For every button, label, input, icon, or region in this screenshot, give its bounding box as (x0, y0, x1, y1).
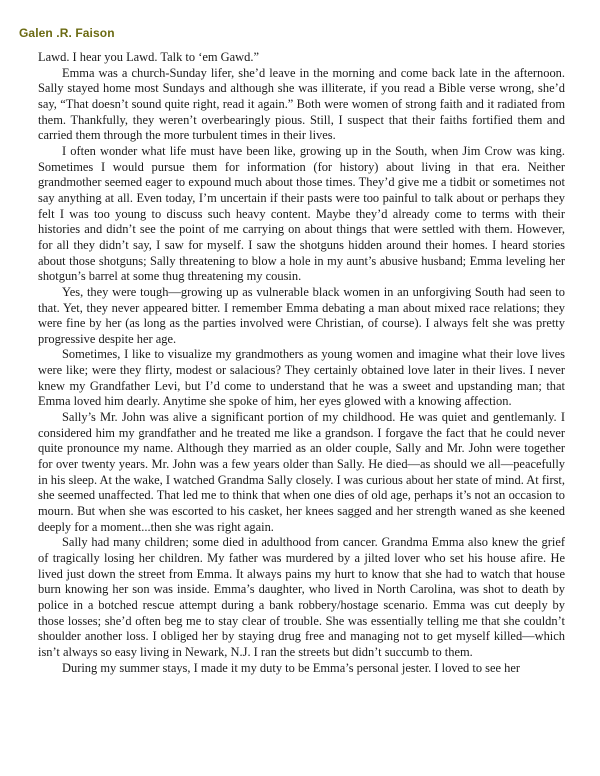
paragraph: I often wonder what life must have been like, growing up in the South, when Jim Crow was king. Sometimes I would pursue them for information (for history) about living in that era. Neither grandmother seemed eager to expound much about those times. They’d give me a tidbit or sometimes not say anything at all. Even today, I’m uncertain if their pasts were too painful to talk about or perhaps they felt I was too young to discuss such heavy content. Maybe they’d already come to terms with their histories and didn’t see the point of me carrying on about things that were settled with them. However, for all they didn’t say, I saw for myself. I saw the shotguns hidden around their homes. I heard stories about those shotguns; Sally threatening to blow a hole in my aunt’s abusive husband; Emma leveling her shotgun’s barrel at some thug threatening my cousin. (38, 143, 565, 284)
paragraph: Emma was a church-Sunday lifer, she’d leave in the morning and come back late in the afternoon. Sally stayed home most Sundays and although she was illiterate, if you read a Bible verse wrong, she’d say, “That doesn’t sound quite right, read it again.” Both were women of strong faith and it radiated from them. Thankfully, they weren’t overbearingly pious. Still, I suspect that their faiths fortified them and carried them through the more turbulent times in their lives. (38, 65, 565, 143)
paragraph: Sally had many children; some died in adulthood from cancer. Grandma Emma also knew the grief of tragically losing her children. My father was murdered by a jilted lover who set his house afire. He lived just down the street from Emma. It always pains my hurt to know that she had to watch that house burn knowing her son was inside. Emma’s daughter, who lived in North Carolina, was shot to death by police in a botched rescue attempt during a bank robbery/hostage scenario. Emma was cut deeply by those losses; she’d often beg me to stay clear of trouble. She was essentially telling me that she couldn’t shoulder another loss. I obliged her by staying drug free and managing not to get myself killed—which isn’t always so easy living in Newark, N.J. I ran the streets but didn’t succumb to them. (38, 535, 565, 659)
paragraph: Sometimes, I like to visualize my grandmothers as young women and imagine what their love lives were like; were they flirty, modest or salacious? They certainly obtained love later in their lives. I never knew my Grandfather Levi, but I’d come to understand that he was a sweet and upstanding man; that Emma loved him dearly. Anytime she spoke of him, her eyes glowed with a knowing affection. (38, 347, 565, 409)
paragraph: Sally’s Mr. John was alive a significant portion of my childhood. He was quiet and gentlemanly. I considered him my grandfather and he treated me like a grandson. I forgave the fact that he could never quite pronounce my name. Although they married as an older couple, Sally and Mr. John were together for over twenty years. Mr. John was a few years older than Sally. He died—as should we all—peacefully in his sleep. At the wake, I watched Grandma Sally closely. I was curious about her state of mind. At first, she seemed unaffected. That led me to think that when one dies of old age, perhaps it’s not an occasion to mourn. But when she was escorted to his casket, her knees sagged and her strength waned as she keened deeply for a moment...then she was right again. (38, 410, 565, 534)
document-body (38, 50, 565, 676)
paragraph: Yes, they were tough—growing up as vulnerable black women in an unforgiving South had seen to that. Yet, they never appeared bitter. I remember Emma debating a man about mixed race relations; they were fine by her (as long as the parties involved were Christian, of course). I always felt she was pretty progressive despite her age. (38, 284, 565, 346)
author-header: Galen .R. Faison (19, 26, 115, 40)
paragraph: During my summer stays, I made it my duty to be Emma’s personal jester. I loved to see her (62, 660, 521, 675)
paragraph: Lawd. I hear you Lawd. Talk to ‘em Gawd.” (38, 50, 259, 64)
